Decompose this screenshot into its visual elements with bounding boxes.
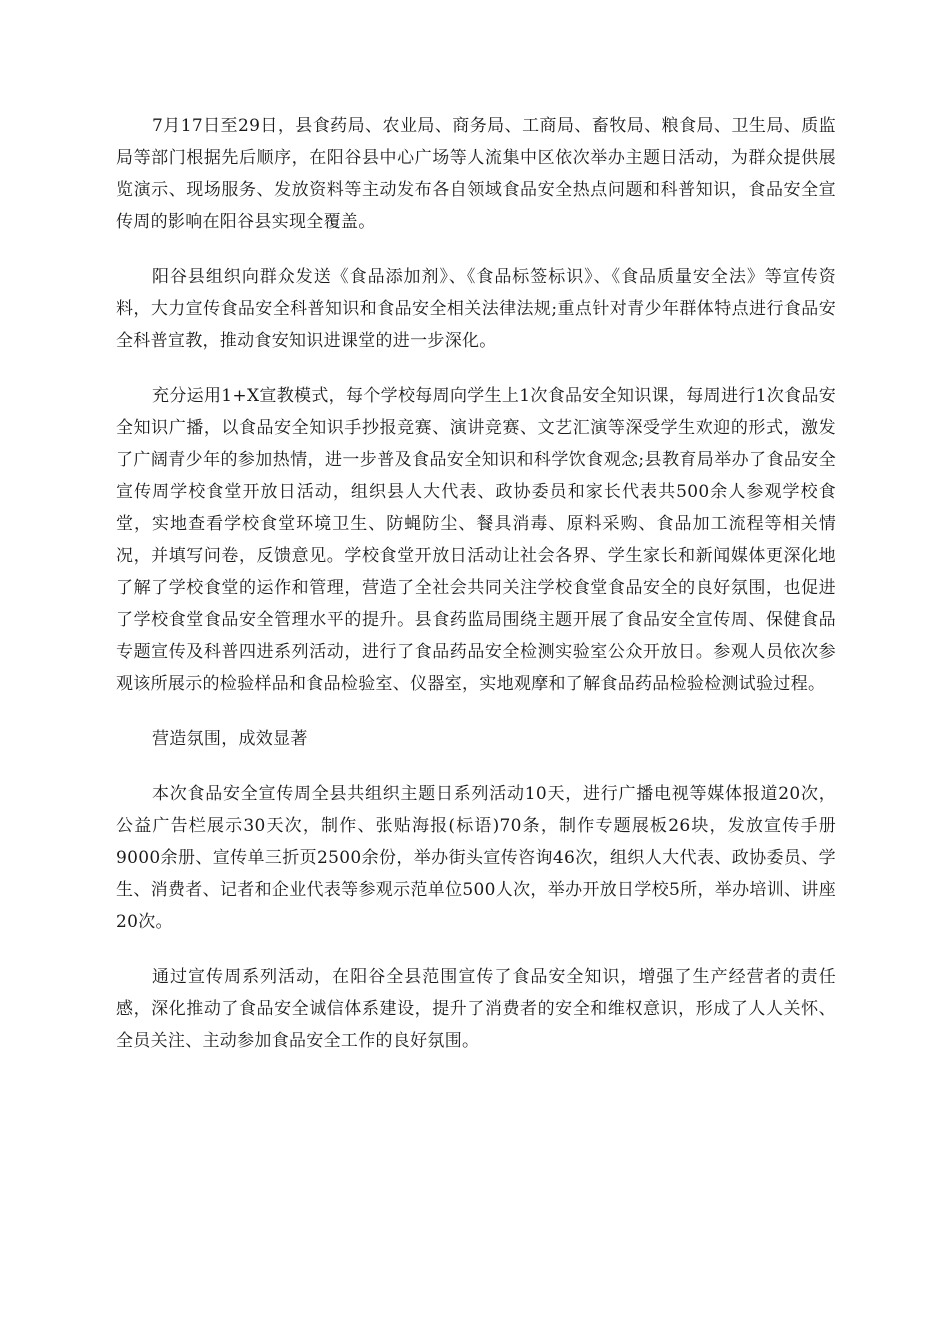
- paragraph-theme-day-activities: 7月17日至29日，县食药局、农业局、商务局、工商局、畜牧局、粮食局、卫生局、质监局等部门根据先后顺序，在阳谷县中心广场等人流集中区依次举办主题日活动，为群众提供展览演示、现场服务、发放资料等主动发布各自领域食品安全热点问题和科普知识，食品安全宣传周的影响在阳谷县实现全覆盖。: [116, 116, 836, 232]
- section-heading: 营造氛围，成效显著: [152, 729, 308, 749]
- document-body: [116, 110, 836, 1080]
- paragraph-statistics: 本次食品安全宣传周全县共组织主题日系列活动10天，进行广播电视等媒体报道20次，公益广告栏展示30天次，制作、张贴海报(标语)70条，制作专题展板26块，发放宣传手册9000余册、宣传单三折页2500余份，举办街头宣传咨询46次，组织人大代表、政协委员、学生、消费者、记者和企业代表等参观示范单位500人次，举办开放日学校5所，举办培训、讲座20次。: [116, 784, 836, 932]
- paragraph-conclusion: 通过宣传周系列活动，在阳谷全县范围宣传了食品安全知识，增强了生产经营者的责任感，深化推动了食品安全诚信体系建设，提升了消费者的安全和维权意识，形成了人人关怀、全员关注、主动参加食品安全工作的良好氛围。: [116, 967, 836, 1051]
- paragraph-publicity-materials: 阳谷县组织向群众发送《食品添加剂》、《食品标签标识》、《食品质量安全法》等宣传资料，大力宣传食品安全科普知识和食品安全相关法律法规;重点针对青少年群体特点进行食品安全科普宣教，推动食安知识进课堂的进一步深化。: [116, 267, 836, 351]
- paragraph-school-education: 充分运用1+X宣教模式，每个学校每周向学生上1次食品安全知识课，每周进行1次食品安全知识广播，以食品安全知识手抄报竞赛、演讲竞赛、文艺汇演等深受学生欢迎的形式，激发了广阔青少年的参加热情，进一步普及食品安全知识和科学饮食观念;县教育局举办了食品安全宣传周学校食堂开放日活动，组织县人大代表、政协委员和家长代表共500余人参观学校食堂，实地查看学校食堂环境卫生、防蝇防尘、餐具消毒、原料采购、食品加工流程等相关情况，并填写问卷，反馈意见。学校食堂开放日活动让社会各界、学生家长和新闻媒体更深化地了解了学校食堂的运作和管理，营造了全社会共同关注学校食堂食品安全的良好氛围，也促进了学校食堂食品安全管理水平的提升。县食药监局围绕主题开展了食品安全宣传周、保健食品专题宣传及科普四进系列活动，进行了食品药品安全检测实验室公众开放日。参观人员依次参观该所展示的检验样品和食品检验室、仪器室，实地观摩和了解食品药品检验检测试验过程。: [116, 386, 836, 694]
